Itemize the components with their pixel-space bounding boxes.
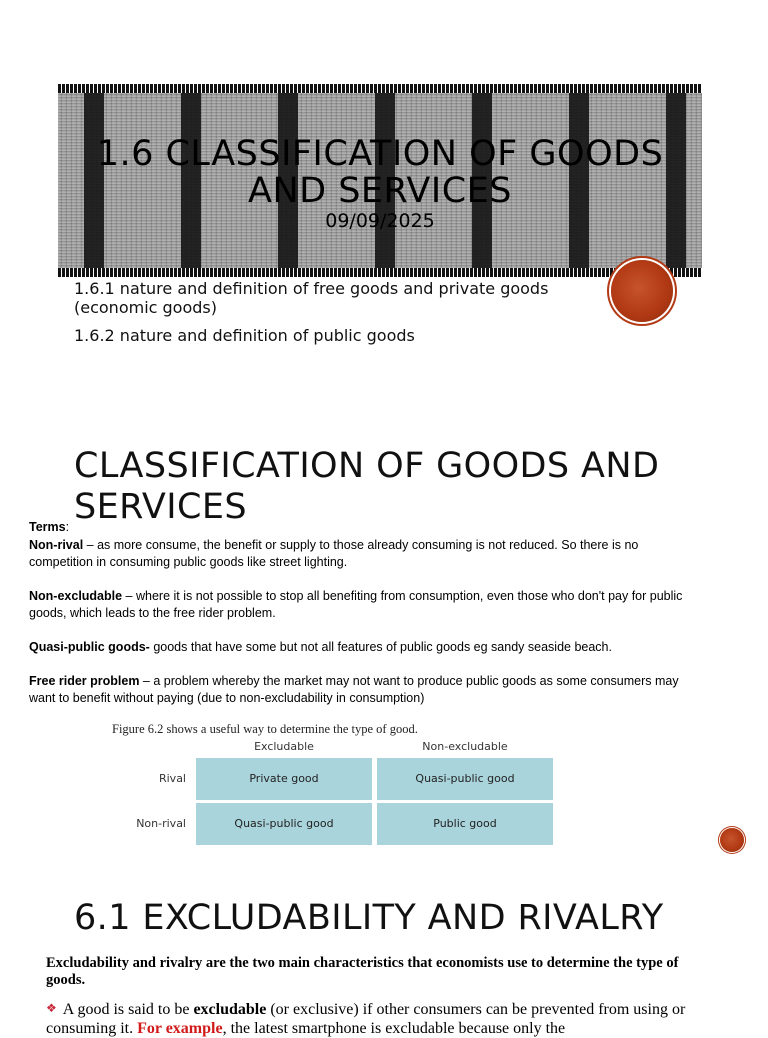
term-name: Non-rival	[29, 538, 84, 552]
figure-cell: Private good	[196, 758, 372, 800]
term-definition: where it is not possible to stop all benefiting from consumption, even those who don't pay for public goods, which leads to the free rider problem.	[29, 589, 683, 620]
term-definition: goods that have some but not all features of public goods eg sandy seaside beach.	[153, 640, 612, 654]
slide-date: 09/09/2025	[325, 210, 435, 232]
term-definition: a problem whereby the market may not want to produce public goods as some consumers may want to benefit without paying (due to non-excludability in consumption)	[29, 674, 679, 705]
figure-cell: Quasi-public good	[377, 758, 553, 800]
term-entry: Free rider problem – a problem whereby the market may not want to produce public goods as some consumers may want to benefit without paying (due to non-excludability in consumption)	[29, 674, 679, 705]
terms-label: Terms:	[29, 520, 70, 534]
term-name: Non-excludable	[29, 589, 123, 603]
example-highlight: For example	[137, 1020, 223, 1037]
goods-classification-figure	[108, 718, 558, 848]
toc-item: 1.6.1 nature and definition of free goods and private goods (economic goods)	[74, 279, 549, 317]
bullet-item: ❖ A good is said to be excludable (or exclusive) if other consumers can be prevented from using or consuming it. For example, the latest smartphone is excludable because only the	[46, 1001, 686, 1037]
term-definition: as more consume, the benefit or supply to those already consuming is not reduced. So there is no competition in consuming public goods like street lighting.	[29, 538, 639, 569]
diamond-bullet-icon: ❖	[46, 1001, 57, 1015]
row-header: Rival	[158, 772, 186, 785]
section-heading: CLASSIFICATION OF GOODS AND SERVICES	[74, 446, 660, 527]
banner-bottom-edge	[58, 268, 702, 277]
banner-top-edge	[58, 84, 702, 93]
section-heading: 6.1 EXCLUDABILITY AND RIVALRY	[74, 898, 664, 938]
toc-item: 1.6.2 nature and definition of public goods	[74, 326, 415, 345]
column-header: Non-excludable	[422, 740, 508, 753]
figure-cell: Public good	[377, 803, 553, 845]
title-banner	[58, 84, 702, 277]
decorative-circle	[720, 828, 744, 852]
table-of-contents	[74, 279, 614, 345]
term-name: Free rider problem	[29, 674, 140, 688]
figure-caption: Figure 6.2 shows a useful way to determine the type of good.	[112, 722, 418, 736]
intro-paragraph: Excludability and rivalry are the two main characteristics that economists use to determine the type of goods.	[46, 955, 679, 988]
terms-list	[29, 519, 697, 724]
figure-cell: Quasi-public good	[196, 803, 372, 845]
term-entry	[29, 639, 697, 656]
slide-title: 1.6 CLASSIFICATION OF GOODS AND SERVICES	[96, 134, 664, 211]
row-header: Non-rival	[136, 817, 186, 830]
column-header: Excludable	[254, 740, 314, 753]
term-entry: Non-rival – as more consume, the benefit or supply to those already consuming is not reduced. So there is no competition in consuming public goods like street lighting.	[29, 538, 639, 569]
term-entry: Non-excludable – where it is not possible to stop all benefiting from consumption, even those who don't pay for public goods, which leads to the free rider problem.	[29, 589, 683, 620]
decorative-circle	[611, 260, 673, 322]
term-name: Quasi-public goods-	[29, 640, 150, 654]
